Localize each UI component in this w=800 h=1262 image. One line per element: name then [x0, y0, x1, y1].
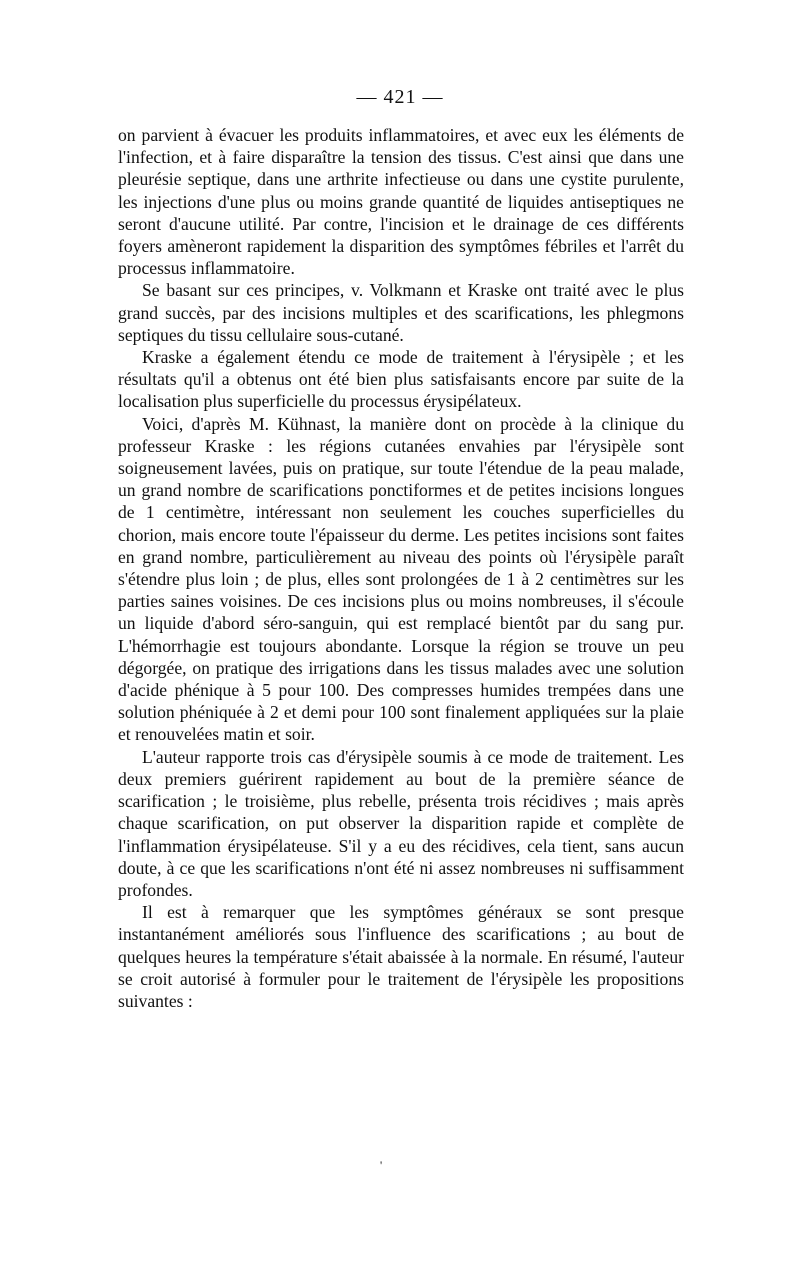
paragraph-5: L'auteur rapporte trois cas d'érysipèle soumis à ce mode de traitement. Les deux premiers guérirent rapidement au bout de la première séance de scarification ; le troisième, plus rebelle, présenta trois récidives ; mais après chaque scarification, on put observer la disparition rapide et complète de l'inflammation érysipélateuse. S'il y a eu des récidives, cela tient, sans aucun doute, à ce que les scarifications n'ont été ni assez nombreuses ni suffisamment profondes.: [118, 746, 684, 900]
body-text: [118, 124, 684, 1012]
paragraph-3: Kraske a également étendu ce mode de traitement à l'érysipèle ; et les résultats qu'il a obtenus ont été bien plus satisfaisants encore par suite de la localisation plus superficielle du processus érysipélateux.: [118, 347, 684, 412]
ink-mark: ': [380, 1158, 383, 1172]
paragraph-6: Il est à remarquer que les symptômes généraux se sont presque instantanément améliorés sous l'influence des scarifications ; au bout de quelques heures la température s'était abaissée à la normale. En résumé, l'auteur se croit autorisé à formuler pour le traitement de l'érysipèle les propositions suivantes :: [118, 902, 684, 1011]
paragraph-4: Voici, d'après M. Kühnast, la manière dont on procède à la clinique du professeur Kraske : les régions cutanées envahies par l'érysipèle sont soigneusement lavées, puis on pratique, sur toute l'étendue de la peau malade, un grand nombre de scarifications ponctiformes et de petites incisions longues de 1 centimètre, intéressant non seulement les couches superficielles du chorion, mais encore toute l'épaisseur du derme. Les petites incisions sont faites en grand nombre, particulièrement au niveau des points où l'érysipèle paraît s'étendre plus loin ; de plus, elles sont prolongées de 1 à 2 centimètres sur les parties saines voisines. De ces incisions plus ou moins nombreuses, il s'écoule un liquide d'abord séro-sanguin, qui est remplacé bientôt par du sang pur. L'hémorrhagie est toujours abondante. Lorsque la région se trouve un peu dégorgée, on pratique des irrigations dans les tissus malades avec une solution d'acide phénique à 5 pour 100. Des compresses humides trempées dans une solution phéniquée à 2 et demi pour 100 sont finalement appliquées sur la plaie et renouvelées matin et soir.: [118, 413, 684, 745]
paragraph-2: Se basant sur ces principes, v. Volkmann et Kraske ont traité avec le plus grand succès, par des incisions multiples et des scarifications, les phlegmons septiques du tissu cellulaire sous-cutané.: [118, 280, 684, 345]
page-number: — 421 —: [356, 86, 444, 108]
paragraph-1: on parvient à évacuer les produits inflammatoires, et avec eux les éléments de l'infection, et à faire disparaître la tension des tissus. C'est ainsi que dans une pleurésie septique, dans une arthrite infectieuse ou dans une cystite purulente, les injections d'une plus ou moins grande quantité de liquides antiseptiques ne seront d'aucune utilité. Par contre, l'incision et le drainage de ces différents foyers amèneront rapidement la disparition des symptômes fébriles et l'arrêt du processus inflammatoire.: [118, 125, 684, 279]
